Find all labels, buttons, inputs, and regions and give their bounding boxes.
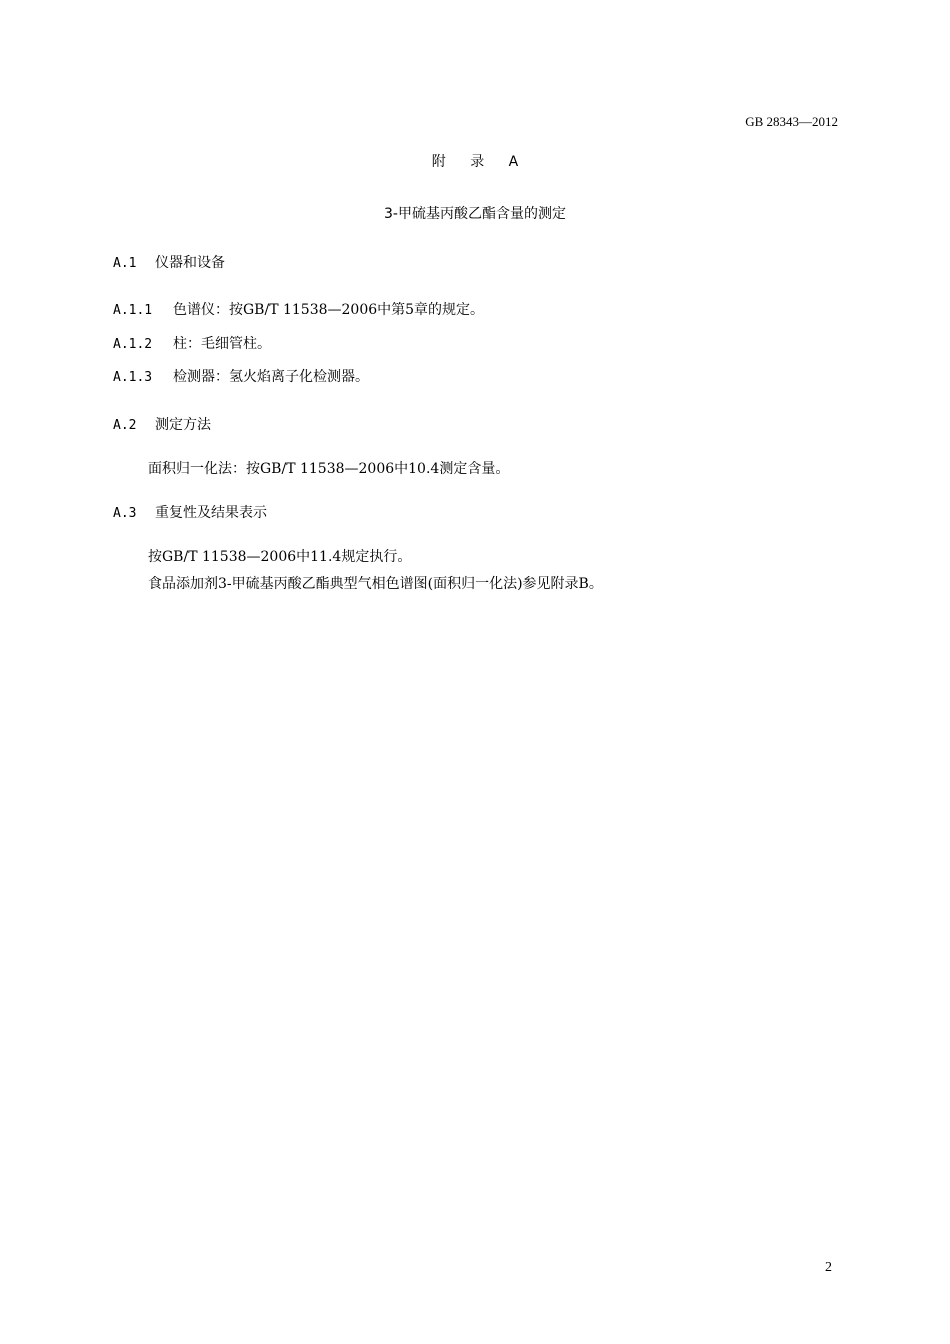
section-heading-a2: [113, 414, 211, 434]
section-number: A.3: [113, 506, 137, 521]
section-heading-a1: [113, 252, 225, 272]
clause-a1-3: [113, 366, 369, 386]
clause-a1-1: [113, 299, 484, 319]
clause-text: 色谱仪：按GB/T 11538—2006中第5章的规定。: [173, 302, 485, 318]
section-title: 重复性及结果表示: [155, 505, 267, 521]
clause-text: 检测器：氢火焰离子化检测器。: [173, 369, 369, 385]
section-number: A.2: [113, 418, 137, 433]
section-title: 仪器和设备: [155, 255, 225, 271]
clause-number: A.1.2: [113, 337, 153, 352]
paragraph-a3-1: 按GB/T 11538—2006中11.4规定执行。: [148, 549, 412, 565]
section-heading-a3: [113, 502, 267, 522]
clause-number: A.1.1: [113, 303, 153, 318]
section-title: 测定方法: [155, 417, 211, 433]
page-number: 2: [825, 1260, 832, 1275]
clause-a1-2: [113, 333, 271, 353]
standard-code-header: GB 28343—2012: [745, 114, 838, 129]
paragraph-a3-2: 食品添加剂3-甲硫基丙酸乙酯典型气相色谱图(面积归一化法)参见附录B。: [148, 576, 603, 592]
paragraph-a2: 面积归一化法：按GB/T 11538—2006中10.4测定含量。: [148, 461, 510, 477]
clause-text: 柱：毛细管柱。: [173, 336, 271, 352]
section-number: A.1: [113, 256, 137, 271]
clause-number: A.1.3: [113, 370, 153, 385]
annex-title: 附 录 A: [431, 154, 529, 170]
annex-subtitle: 3-甲硫基丙酸乙酯含量的测定: [384, 206, 566, 222]
